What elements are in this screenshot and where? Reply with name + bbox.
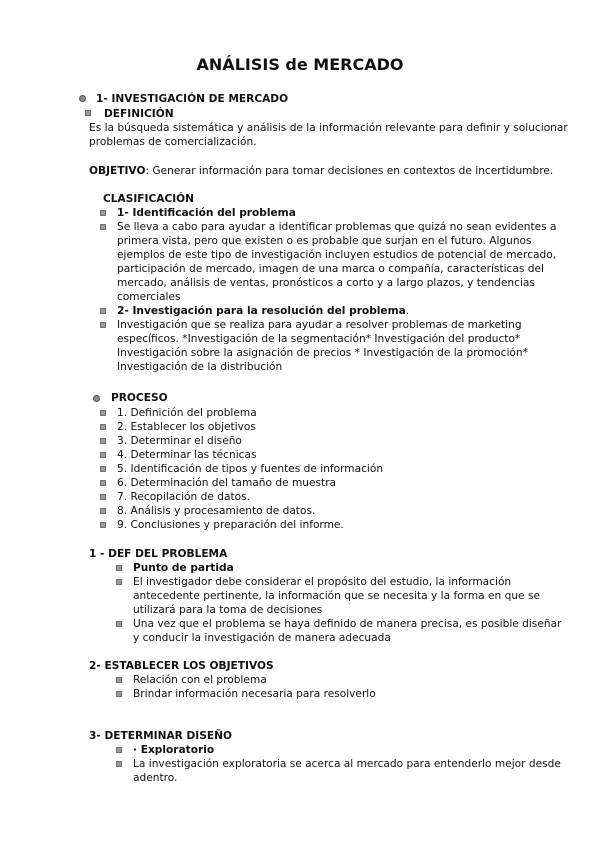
definicion-heading: DEFINICIÓN <box>104 108 174 120</box>
clasificacion-text-line: primera vista, pero que existen o es probable que surjan en el futuro. Algunos <box>117 235 532 247</box>
square-bullet-icon <box>100 522 106 528</box>
proceso-heading: PROCESO <box>111 392 168 404</box>
clasificacion-text-line: comerciales <box>117 291 181 303</box>
def-problema-text-line: El investigador debe considerar el propósito del estudio, la información <box>133 576 512 588</box>
diseno-sub: · Exploratorio <box>133 744 215 756</box>
proceso-step: 6. Determinación del tamaño de muestra <box>117 477 337 489</box>
objetivo-label: OBJETIVO <box>89 165 146 177</box>
definicion-text-line: problemas de comercialización. <box>89 136 257 148</box>
objetivos-item: Brindar información necesaria para resolverlo <box>133 688 376 700</box>
diseno-text-line: La investigación exploratoria se acerca al mercado para entenderlo mejor desde <box>133 758 561 770</box>
square-bullet-icon <box>100 452 106 458</box>
clasificacion-item-title-text: 2- Investigación para la resolución del problema <box>117 305 406 317</box>
clasificacion-item-title: 1- Identificación del problema <box>117 207 296 219</box>
clasificacion-item-title-2 <box>117 304 409 318</box>
proceso-step: 4. Determinar las técnicas <box>117 449 257 461</box>
square-bullet-icon <box>116 565 122 571</box>
proceso-step: 7. Recopilación de datos. <box>117 491 250 503</box>
document-title: ANÁLISIS de MERCADO <box>196 55 404 74</box>
clasificacion-text-line: específicos. *Investigación de la segmentación* Investigación del producto* <box>117 333 521 345</box>
objetivo-text: : Generar información para tomar decisiones en contextos de incertidumbre. <box>145 165 554 177</box>
round-bullet-icon <box>79 95 86 102</box>
square-bullet-icon <box>100 210 106 216</box>
square-bullet-icon <box>100 438 106 444</box>
square-bullet-icon <box>100 410 106 416</box>
square-bullet-icon <box>100 508 106 514</box>
clasificacion-text-line: participación de mercado, imagen de una marca o compañía, características del <box>117 263 544 275</box>
objetivos-item: Relación con el problema <box>133 674 267 686</box>
square-bullet-icon <box>116 691 122 697</box>
square-bullet-icon <box>100 466 106 472</box>
def-problema-text-line: antecedente pertinente, la información que se necesita y la forma en que se <box>133 590 540 602</box>
clasificacion-heading: CLASIFICACIÓN <box>103 193 195 205</box>
square-bullet-icon <box>116 747 122 753</box>
clasificacion-text-line: ejemplos de este tipo de investigación incluyen estudios de potencial de mercado, <box>117 249 557 261</box>
clasificacion-text-line: Investigación sobre la asignación de precios * Investigación de la promoción* <box>117 347 528 359</box>
title-period: . <box>405 305 410 317</box>
definicion-text-line: Es la búsqueda sistemática y análisis de la información relevante para definir y solucionar <box>89 122 568 134</box>
square-bullet-icon <box>116 761 122 767</box>
diseno-text-line: adentro. <box>133 772 178 784</box>
proceso-step: 1. Definición del problema <box>117 407 257 419</box>
clasificacion-text-line: Se lleva a cabo para ayudar a identificar problemas que quizá no sean evidentes a <box>117 221 557 233</box>
proceso-step: 2. Establecer los objetivos <box>117 421 256 433</box>
proceso-step: 9. Conclusiones y preparación del informe. <box>117 519 344 531</box>
clasificacion-text-line: Investigación de la distribución <box>117 361 283 373</box>
def-problema-text-line: utilizará para la toma de decisiones <box>133 604 323 616</box>
proceso-step: 3. Determinar el diseño <box>117 435 242 447</box>
square-bullet-icon <box>100 424 106 430</box>
square-bullet-icon <box>116 677 122 683</box>
round-bullet-icon <box>93 395 100 402</box>
square-bullet-icon <box>100 480 106 486</box>
def-problema-text-line: Una vez que el problema se haya definido de manera precisa, es posible diseñar <box>133 618 562 630</box>
square-bullet-icon <box>100 322 106 328</box>
square-bullet-icon <box>100 494 106 500</box>
objetivos-heading: 2- ESTABLECER LOS OBJETIVOS <box>89 660 274 672</box>
def-problema-text-line: y conducir la investigación de manera adecuada <box>133 632 391 644</box>
objetivo-line <box>89 164 553 178</box>
square-bullet-icon <box>116 579 122 585</box>
square-bullet-icon <box>100 224 106 230</box>
square-bullet-icon <box>85 110 91 116</box>
def-problema-heading: 1 - DEF DEL PROBLEMA <box>89 548 228 560</box>
clasificacion-text-line: mercado, análisis de ventas, pronósticos a corto y a largo plazos, y tendencias <box>117 277 535 289</box>
proceso-step: 8. Análisis y procesamiento de datos. <box>117 505 316 517</box>
proceso-step: 5. Identificación de tipos y fuentes de información <box>117 463 384 475</box>
diseno-heading: 3- DETERMINAR DISEÑO <box>89 730 232 742</box>
clasificacion-text-line: Investigación que se realiza para ayudar a resolver problemas de marketing <box>117 319 522 331</box>
square-bullet-icon <box>116 621 122 627</box>
section-heading-investigacion: 1- INVESTIGACIÓN DE MERCADO <box>96 93 289 105</box>
square-bullet-icon <box>100 308 106 314</box>
def-problema-sub: Punto de partida <box>133 562 234 574</box>
